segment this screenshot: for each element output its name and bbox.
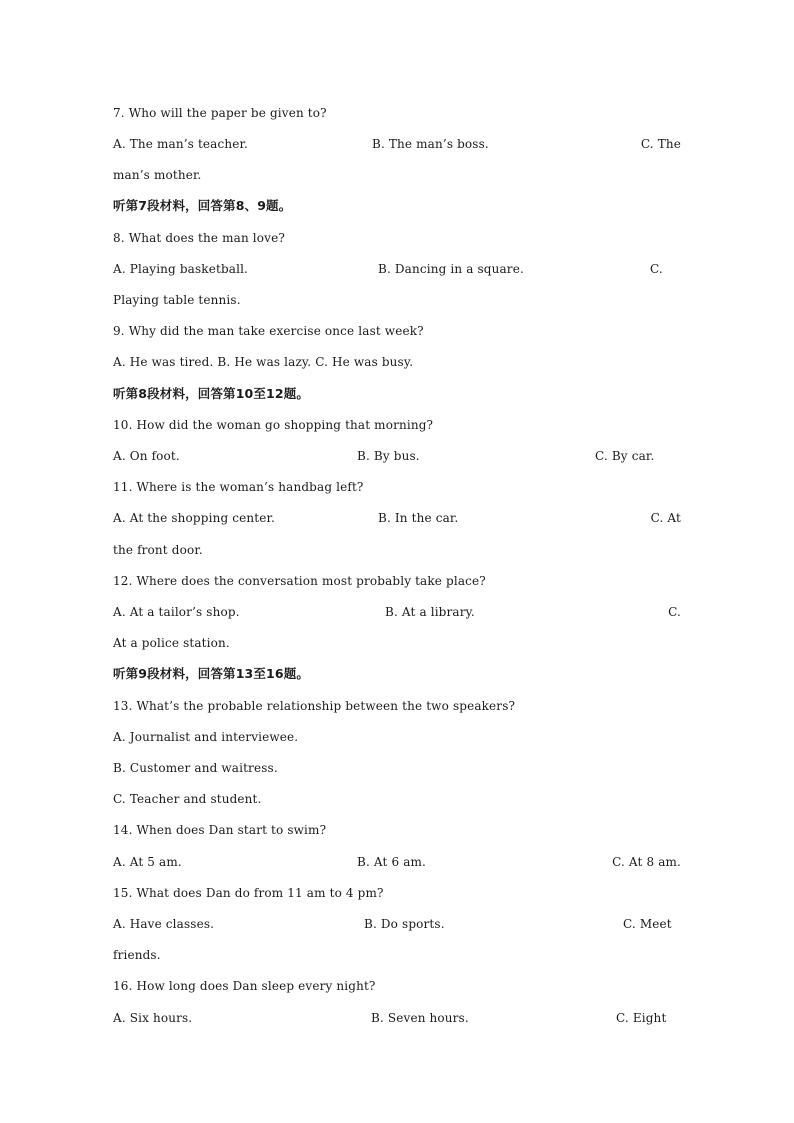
- option-c: C.: [668, 605, 681, 619]
- question-text: 13. What’s the probable relationship between the two speakers?: [113, 699, 516, 713]
- options-line: [113, 1008, 681, 1028]
- option-line: [113, 758, 681, 778]
- question-text: 9. Why did the man take exercise once last week?: [113, 324, 424, 338]
- options-line: [113, 259, 681, 279]
- option-b: B. In the car.: [378, 511, 459, 525]
- option-b: B. By bus.: [357, 449, 420, 463]
- continuation-line: [113, 290, 681, 310]
- section-heading-text: 听第9段材料，回答第13至16题。: [113, 666, 310, 681]
- options-line: [113, 914, 681, 934]
- option-c: C. By car.: [595, 449, 655, 463]
- continuation-line: [113, 633, 681, 653]
- options-line: [113, 508, 681, 528]
- continuation-line: [113, 165, 681, 185]
- section-heading-text: 听第7段材料，回答第8、9题。: [113, 198, 292, 213]
- continuation-text: the front door.: [113, 543, 203, 557]
- options-line: [113, 602, 681, 622]
- option-c: C. At: [650, 511, 681, 525]
- question-line: [113, 477, 681, 497]
- options-line: [113, 134, 681, 154]
- option-c: C. Meet: [623, 917, 672, 931]
- options-line: [113, 352, 681, 372]
- question-line: [113, 976, 681, 996]
- option-text: C. Teacher and student.: [113, 792, 262, 806]
- question-text: 7. Who will the paper be given to?: [113, 106, 327, 120]
- question-text: 12. Where does the conversation most probably take place?: [113, 574, 486, 588]
- option-a: A. At 5 am.: [113, 855, 182, 869]
- option-a: A. Playing basketball.: [113, 262, 249, 276]
- option-c: C. At 8 am.: [612, 855, 681, 869]
- option-a: A. Have classes.: [113, 917, 215, 931]
- option-a: A. Six hours.: [113, 1011, 193, 1025]
- section-heading: [113, 196, 681, 216]
- question-text: 11. Where is the woman’s handbag left?: [113, 480, 364, 494]
- question-line: [113, 103, 681, 123]
- option-b: B. Do sports.: [364, 917, 445, 931]
- question-text: 15. What does Dan do from 11 am to 4 pm?: [113, 886, 384, 900]
- question-line: [113, 321, 681, 341]
- continuation-line: [113, 540, 681, 560]
- option-text: A. Journalist and interviewee.: [113, 730, 299, 744]
- continuation-text: At a police station.: [113, 636, 230, 650]
- continuation-text: man’s mother.: [113, 168, 202, 182]
- option-b: B. Dancing in a square.: [378, 262, 524, 276]
- continuation-text: Playing table tennis.: [113, 293, 241, 307]
- option-a: A. At the shopping center.: [113, 511, 275, 525]
- question-line: [113, 820, 681, 840]
- question-line: [113, 696, 681, 716]
- option-a: A. At a tailor’s shop.: [113, 605, 240, 619]
- option-line: [113, 789, 681, 809]
- question-line: [113, 883, 681, 903]
- continuation-line: [113, 945, 681, 965]
- section-heading: [113, 664, 681, 684]
- options-inline-text: A. He was tired. B. He was lazy. C. He was busy.: [113, 355, 414, 369]
- question-text: 14. When does Dan start to swim?: [113, 823, 327, 837]
- option-c: C. The: [640, 137, 681, 151]
- option-a: A. The man’s teacher.: [113, 137, 249, 151]
- option-text: B. Customer and waitress.: [113, 761, 278, 775]
- continuation-text: friends.: [113, 948, 161, 962]
- question-line: [113, 228, 681, 248]
- option-a: A. On foot.: [113, 449, 180, 463]
- question-text: 10. How did the woman go shopping that morning?: [113, 418, 434, 432]
- option-b: B. Seven hours.: [371, 1011, 469, 1025]
- option-c: C. Eight: [616, 1011, 667, 1025]
- options-line: [113, 446, 681, 466]
- option-c: C.: [650, 262, 663, 276]
- option-b: B. At a library.: [385, 605, 475, 619]
- question-line: [113, 571, 681, 591]
- question-line: [113, 415, 681, 435]
- question-text: 16. How long does Dan sleep every night?: [113, 979, 376, 993]
- option-b: B. The man’s boss.: [372, 137, 489, 151]
- option-b: B. At 6 am.: [357, 855, 426, 869]
- section-heading: [113, 384, 681, 404]
- question-text: 8. What does the man love?: [113, 231, 285, 245]
- option-line: [113, 727, 681, 747]
- options-line: [113, 852, 681, 872]
- section-heading-text: 听第8段材料，回答第10至12题。: [113, 386, 310, 401]
